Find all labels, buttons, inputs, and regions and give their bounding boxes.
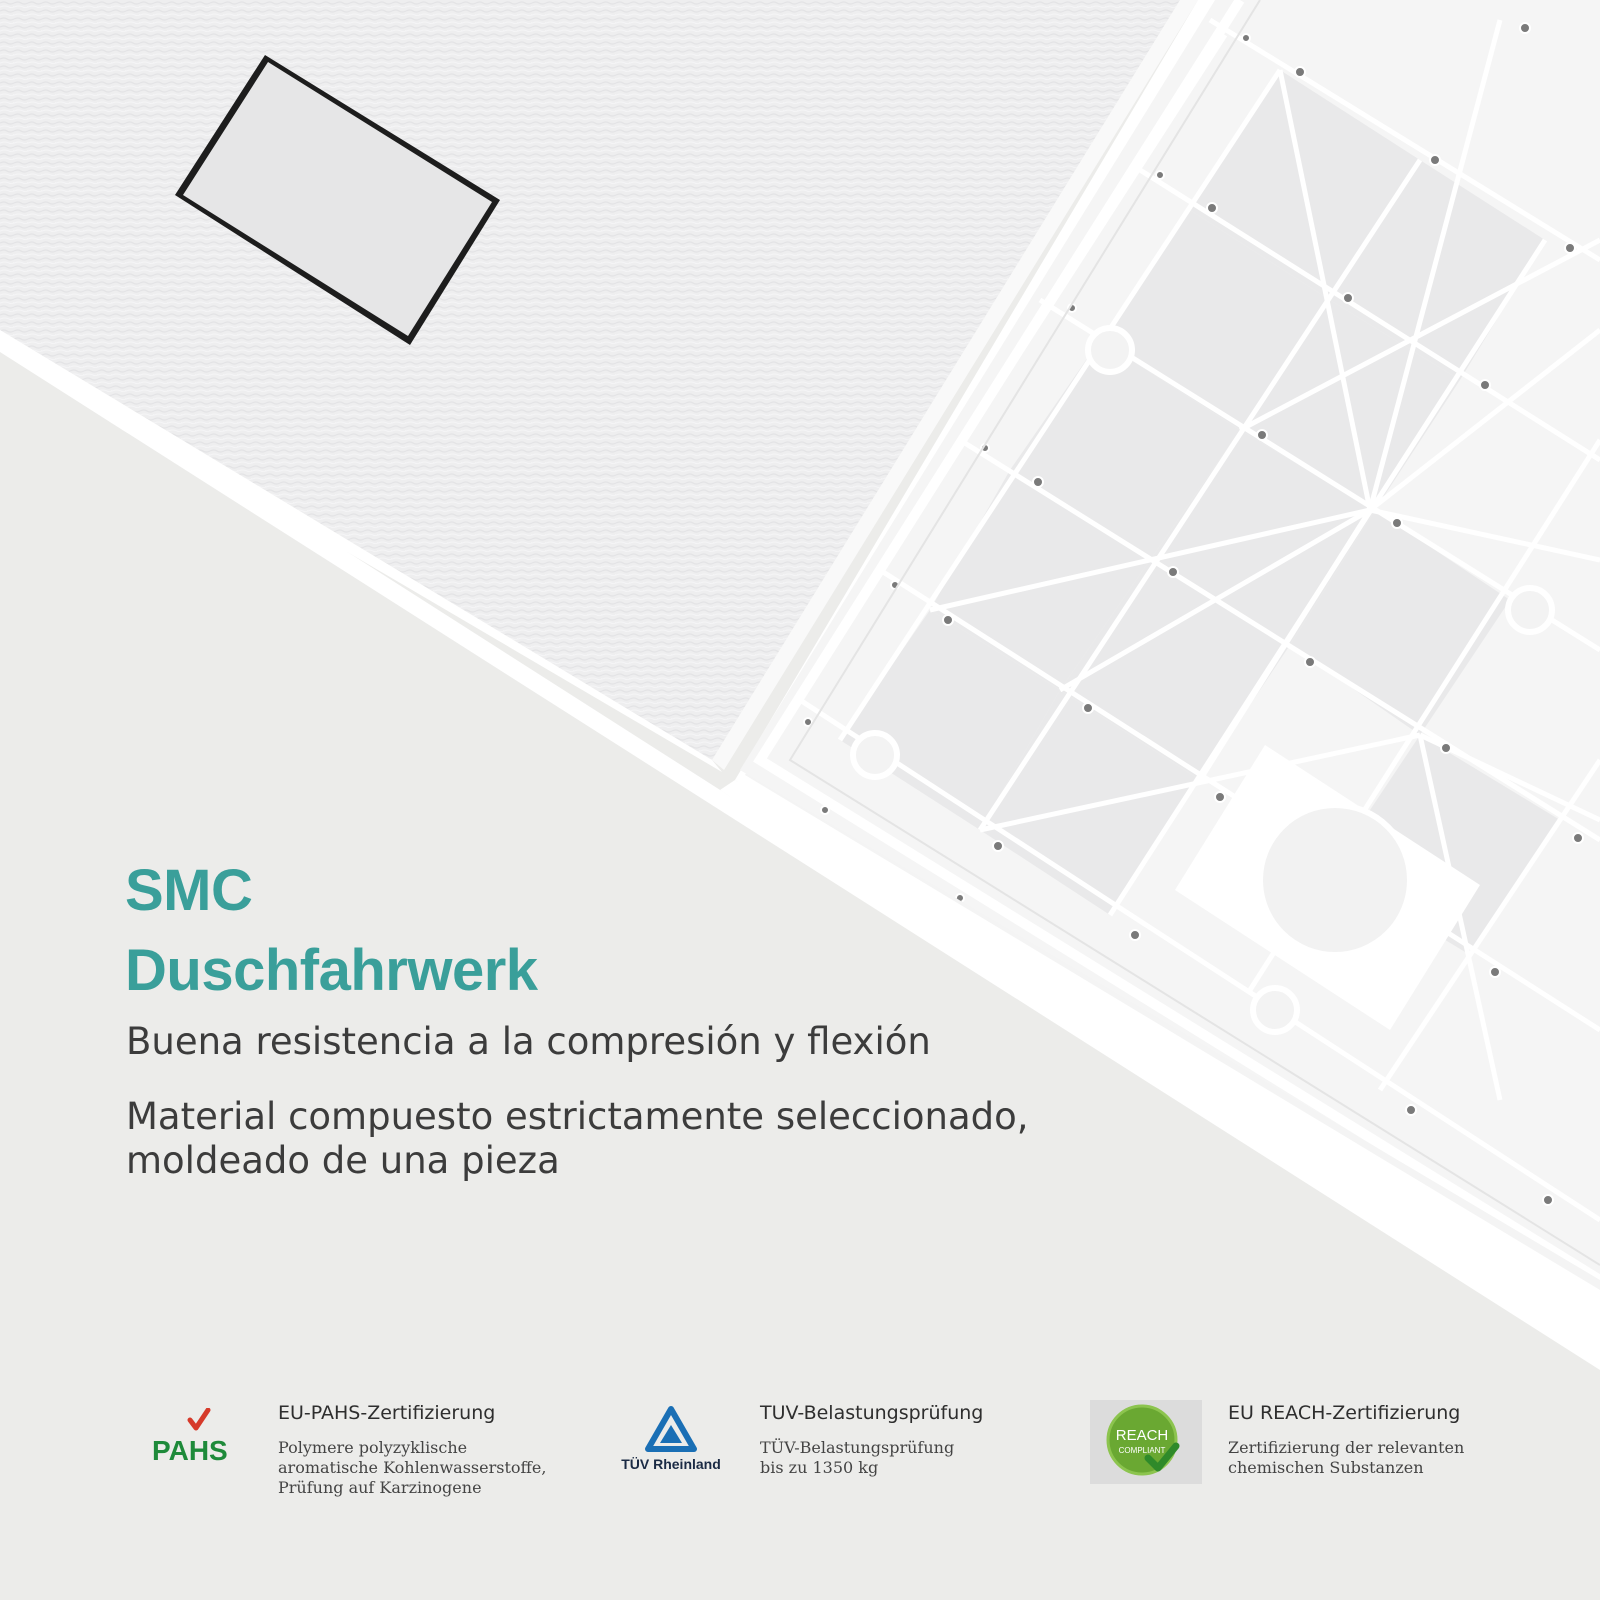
pahs-logo-icon	[150, 1408, 250, 1468]
cert-reach	[1228, 1402, 1464, 1478]
reach-compliant-logo-icon	[1090, 1400, 1202, 1484]
description: Material compuesto estrictamente seleccionado, moldeado de una pieza	[126, 1095, 1029, 1183]
cert-tuv-title: TUV-Belastungsprüfung	[760, 1402, 984, 1424]
title-line-1: SMC	[125, 858, 253, 923]
reach-logo-text: REACH	[1115, 1427, 1169, 1444]
cert-tuv	[760, 1402, 983, 1478]
cert-reach-title: EU REACH-Zertifizierung	[1228, 1402, 1461, 1424]
pahs-logo-text: PAHS	[152, 1435, 228, 1466]
title-line-2: Duschfahrwerk	[125, 938, 538, 1003]
reach-logo-subtext: COMPLIANT	[1118, 1446, 1166, 1455]
tuv-logo-text: TÜV Rheinland	[621, 1456, 721, 1472]
tuv-rheinland-logo-icon	[616, 1405, 726, 1475]
cert-tuv-description: TÜV-Belastungsprüfung bis zu 1350 kg	[760, 1438, 955, 1477]
cert-pahs-title: EU-PAHS-Zertifizierung	[278, 1402, 496, 1424]
cert-pahs-description: Polymere polyzyklische aromatische Kohlenwasserstoffe, Prüfung auf Karzinogene	[278, 1438, 547, 1497]
cert-pahs	[278, 1402, 546, 1498]
cert-reach-description: Zertifizierung der relevanten chemischen Substanzen	[1228, 1438, 1465, 1477]
subtitle: Buena resistencia a la compresión y flexión	[126, 1020, 931, 1063]
